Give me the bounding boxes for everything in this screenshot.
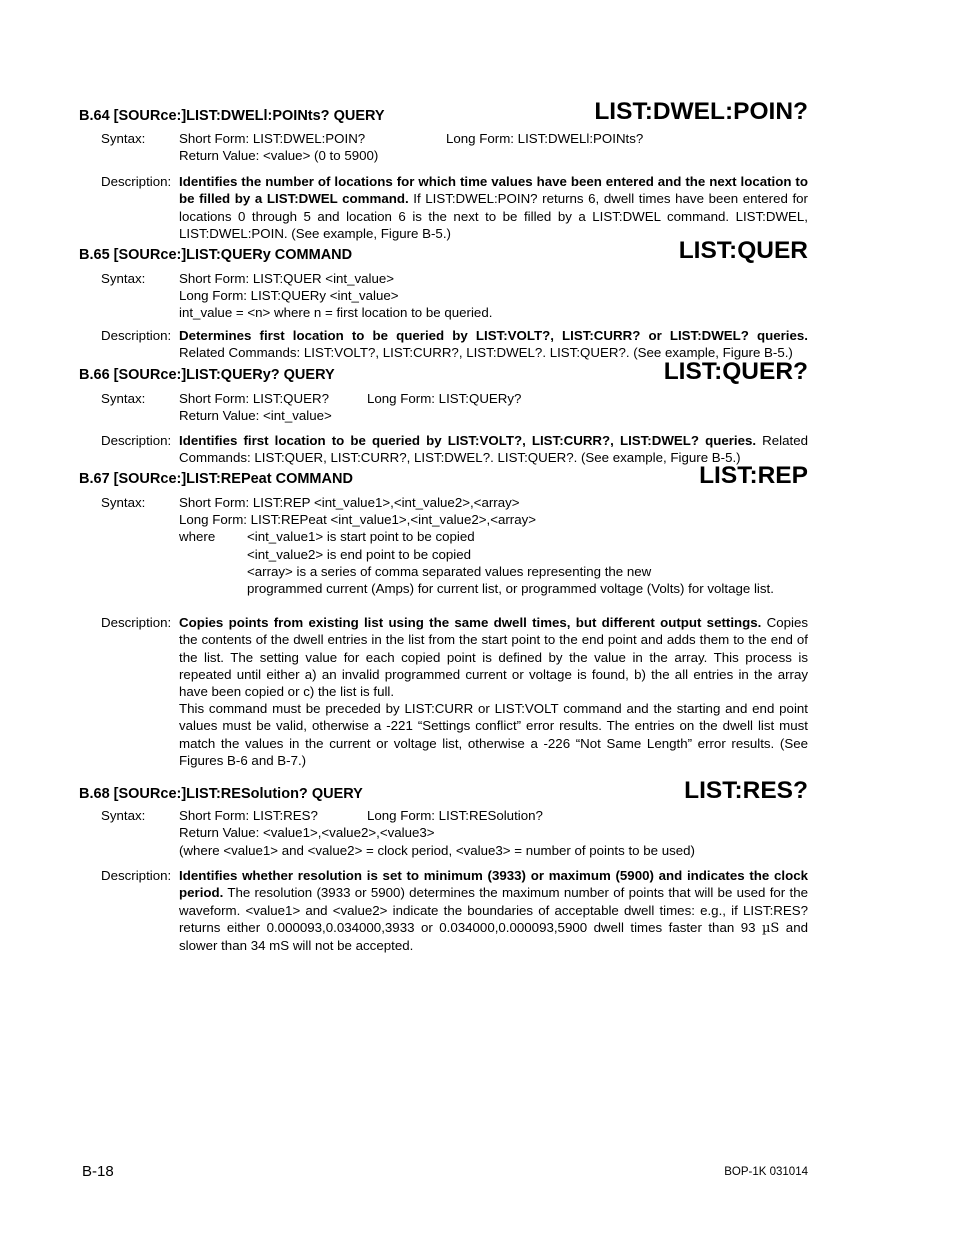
description-bold: Identifies whether resolution is set to minimum (3933) or maximum (5900) and indicates the clock period. <box>179 868 808 901</box>
short-form: Short Form: LIST:QUER <int_value> <box>179 271 395 286</box>
where-label: where <box>179 529 216 544</box>
description-text: If LIST:DWEL:POIN? returns 6, dwell times have been entered for locations 0 through 5 and location 6 is the next to be filled by a LIST:DWEL command. LIST:DWEL, LIST:DWEL:POIN. (See example, Figure B-5.) <box>179 191 808 241</box>
return-value: Return Value: <int_value> <box>179 408 332 423</box>
where-item: <int_value2> is end point to be copied <box>247 547 472 562</box>
description-text: The resolution (3933 or 5900) determines the maximum number of points that will be used for the waveform. <value1> and <value2> indicate the boundaries of acceptable dwell times: e.g., if LIST:RES? returns either 0.000093,0.034000,3933 or 0.034000,0.000093,5900 dwell times faster than 93 <box>179 885 808 935</box>
command-heading-list-rep: LIST:REP <box>699 462 808 489</box>
where-item: programmed current (Amps) for current list, or programmed voltage (Volts) for voltage list. <box>247 581 774 596</box>
microsecond-unit: µS <box>761 920 780 936</box>
description-text: Copies the contents of the dwell entries in the list from the start point to the end point and adds them to the end of the list. The setting value for each copied point is defined by the value in the array. This process is repeated until either a) an invalid programmed current or voltage is found, b) the all entries in the array have been copied or c) the list is full. <box>179 615 808 700</box>
short-form: Short Form: LIST:RES? <box>179 808 318 823</box>
syntax-label: Syntax: <box>101 391 146 406</box>
command-heading-list-quer: LIST:QUER <box>678 237 808 264</box>
syntax-label: Syntax: <box>101 808 146 823</box>
description-text: Related Commands: LIST:VOLT?, LIST:CURR?, LIST:DWEL?. LIST:QUER?. (See example, Figure B-5.) <box>179 345 793 361</box>
return-value: Return Value: <value> (0 to 5900) <box>179 148 379 163</box>
command-heading-list-quer-query: LIST:QUER? <box>663 358 808 385</box>
document-id: BOP-1K 031014 <box>724 1166 808 1178</box>
page-number: B-18 <box>82 1163 114 1180</box>
description-label: Description: <box>101 328 172 343</box>
description-label: Description: <box>101 433 172 448</box>
description-b68 <box>179 867 808 954</box>
description-bold: Determines first location to be queried by LIST:VOLT?, LIST:CURR? or LIST:DWEL? queries. <box>179 328 808 343</box>
description-label: Description: <box>101 868 172 883</box>
description-label: Description: <box>101 615 172 630</box>
long-form: Long Form: LIST:QUERy <int_value> <box>179 288 399 303</box>
section-title-b65: B.65 [SOURce:]LIST:QUERy COMMAND <box>79 247 353 263</box>
syntax-label: Syntax: <box>101 131 146 146</box>
section-title-b68: B.68 [SOURce:]LIST:RESolution? QUERY <box>79 786 363 802</box>
section-title-b64: B.64 [SOURce:]LIST:DWELl:POINts? QUERY <box>79 108 385 124</box>
return-value: Return Value: <value1>,<value2>,<value3> <box>179 825 435 840</box>
section-title-b67: B.67 [SOURce:]LIST:REPeat COMMAND <box>79 471 353 487</box>
description-b67-continued: This command must be preceded by LIST:CURR or LIST:VOLT command and the starting and end point values must be valid, otherwise a -221 “Settings conflict” error results. The entries on the dwell list must match the values in the current or voltage list, otherwise a -226 “Not Same Length” error results. (See Figures B-6 and B-7.) <box>179 701 808 768</box>
where-item: <int_value1> is start point to be copied <box>247 529 475 544</box>
description-bold: Identifies first location to be queried by LIST:VOLT?, LIST:CURR?, LIST:DWEL? queries. <box>179 433 757 448</box>
parameter-note: int_value = <n> where n = first location to be queried. <box>179 305 493 320</box>
description-b67 <box>179 614 808 700</box>
description-text: Related Commands: LIST:QUER, LIST:CURR?, LIST:DWEL?. LIST:QUER?. (See example, Figure B-5.) <box>179 433 809 466</box>
long-form: Long Form: LIST:RESolution? <box>367 808 543 823</box>
syntax-label: Syntax: <box>101 271 146 286</box>
description-text-end: and slower than 34 mS will not be accepted. <box>179 919 808 954</box>
long-form: Long Form: LIST:DWELl:POINts? <box>446 131 644 146</box>
description-b64 <box>179 173 808 242</box>
description-bold: Identifies the number of locations for which time values have been entered and the next location to be filled by a LIST:DWEL command. <box>179 174 808 207</box>
long-form: Long Form: LIST:REPeat <int_value1>,<int_value2>,<array> <box>179 512 537 527</box>
command-heading-list-res: LIST:RES? <box>684 777 808 804</box>
short-form: Short Form: LIST:DWEL:POIN? <box>179 131 366 146</box>
description-bold: Copies points from existing list using the same dwell times, but different output settings. <box>179 615 762 630</box>
syntax-label: Syntax: <box>101 495 146 510</box>
short-form: Short Form: LIST:QUER? <box>179 391 329 406</box>
where-item: <array> is a series of comma separated values representing the new <box>247 564 652 579</box>
long-form: Long Form: LIST:QUERy? <box>367 391 522 406</box>
section-title-b66: B.66 [SOURce:]LIST:QUERy? QUERY <box>79 367 335 383</box>
short-form: Short Form: LIST:REP <int_value1>,<int_value2>,<array> <box>179 495 520 510</box>
description-b65 <box>179 327 808 362</box>
description-label: Description: <box>101 174 172 189</box>
command-heading-list-dwel-poin: LIST:DWEL:POIN? <box>594 98 808 125</box>
return-note: (where <value1> and <value2> = clock period, <value3> = number of points to be used) <box>179 843 695 858</box>
